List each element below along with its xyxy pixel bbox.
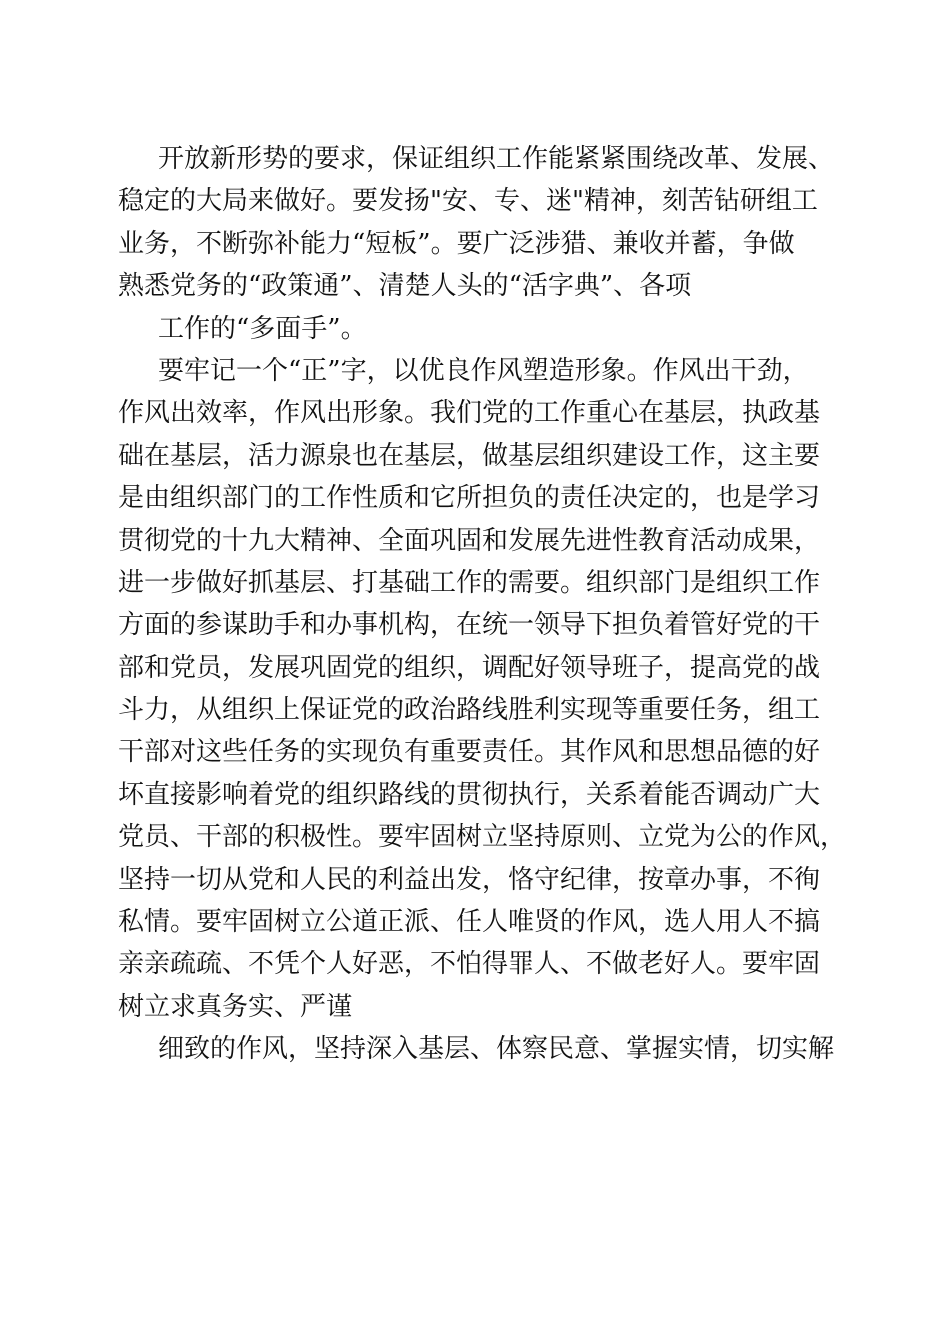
text-line: 要牢记一个“正”字，以优良作风塑造形象。作风出干劲， (158, 355, 809, 386)
text-line: 坚持一切从党和人民的利益出发，恪守纪律，按章办事，不徇 (118, 864, 821, 895)
text-line: 细致的作风，坚持深入基层、体察民意、掌握实情，切实解 (158, 1034, 835, 1065)
text-line: 是由组织部门的工作性质和它所担负的责任决定的，也是学习 (118, 483, 821, 514)
text-line: 斗力，从组织上保证党的政治路线胜利实现等重要任务，组工 (118, 695, 821, 726)
text-line: 私情。要牢固树立公道正派、任人唯贤的作风，选人用人不搞 (118, 907, 821, 938)
text-line: 党员、干部的积极性。要牢固树立坚持原则、立党为公的作风， (118, 822, 847, 853)
text-line: 作风出效率，作风出形象。我们党的工作重心在基层，执政基 (118, 398, 821, 429)
text-line: 开放新形势的要求，保证组织工作能紧紧围绕改革、发展、 (158, 144, 835, 174)
text-line: 坏直接影响着党的组织路线的贯彻执行，关系着能否调动广大 (118, 779, 821, 810)
text-line: 贯彻党的十九大精神、全面巩固和发展先进性教育活动成果， (118, 525, 821, 556)
text-line: 进一步做好抓基层、打基础工作的需要。组织部门是组织工作 (118, 567, 821, 598)
text-line: 熟悉党务的“政策通”、清楚人头的“活字典”、各项 (118, 271, 692, 302)
text-line: 方面的参谋助手和办事机构，在统一领导下担负着管好党的干 (118, 610, 821, 641)
text-line: 树立求真务实、严谨 (118, 991, 353, 1022)
text-line: 业务，不断弥补能力“短板”。要广泛涉猎、兼收并蓄，争做 (118, 228, 795, 259)
document-body (118, 138, 847, 1071)
text-line: 稳定的大局来做好。要发扬"安、专、迷"精神，刻苦钻研组工 (118, 186, 818, 217)
text-line: 亲亲疏疏、不凭个人好恶，不怕得罪人、不做老好人。要牢固 (118, 949, 821, 980)
text-line: 础在基层，活力源泉也在基层，做基层组织建设工作，这主要 (118, 440, 821, 471)
text-line: 部和党员，发展巩固党的组织，调配好领导班子，提高党的战 (118, 652, 821, 683)
text-line: 工作的“多面手”。 (158, 313, 367, 344)
text-line: 干部对这些任务的实现负有重要责任。其作风和思想品德的好 (118, 737, 821, 768)
